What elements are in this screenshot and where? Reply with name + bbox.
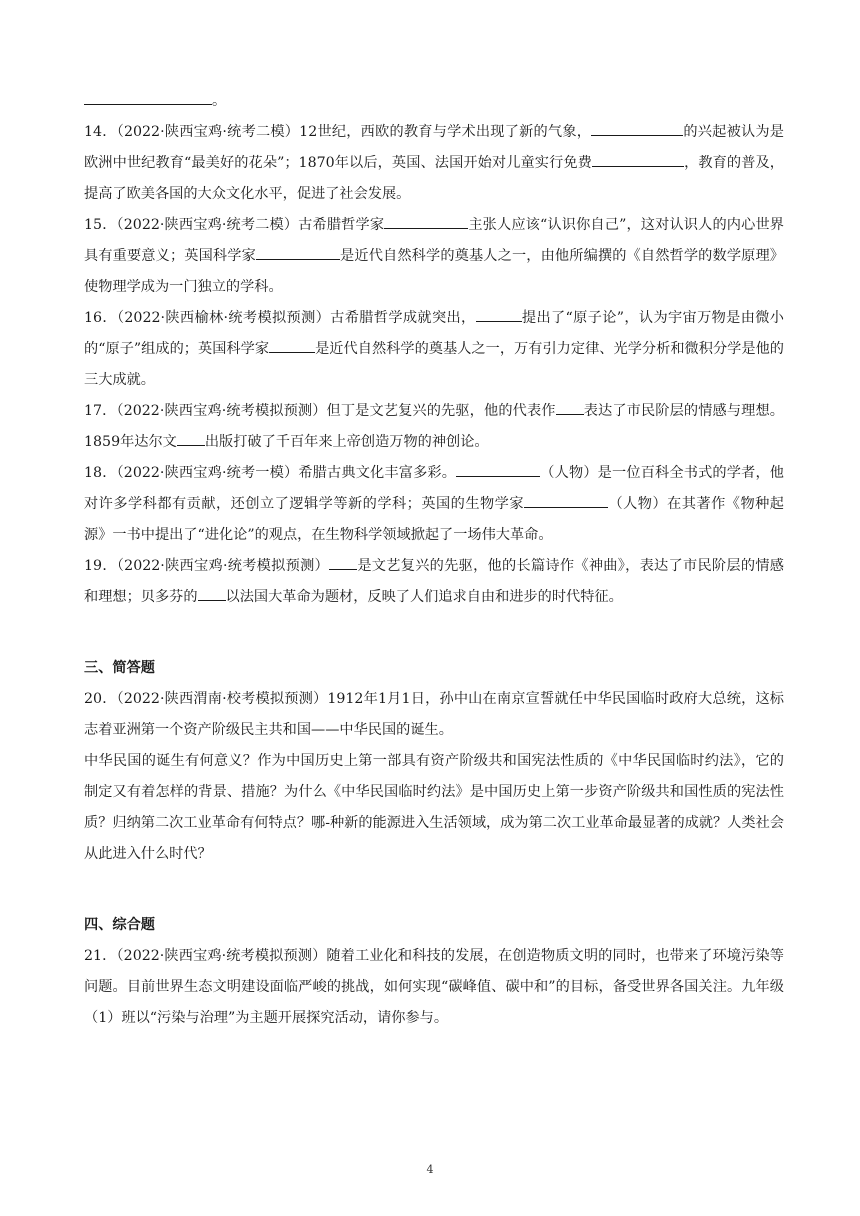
question-14 — [84, 117, 784, 210]
question-13-tail — [84, 86, 784, 117]
q18-text-2: （人物）在其著作《物种起源》一书中提出了“进化论”的观点，在生物科学领域掀起了一场伟大革命。 — [84, 496, 784, 543]
q13-tail-text: 。 — [212, 93, 227, 109]
answer-blank — [329, 553, 357, 570]
q19-prefix: 19．（2022·陕西宝鸡·统考模拟预测） — [84, 558, 330, 574]
q16-text-1: 提出了“原子论”，认为宇宙万物是由微小的“原子”组成的；英国科学家 — [84, 310, 784, 357]
section-gap — [84, 613, 784, 653]
question-17 — [84, 396, 784, 458]
q14-text-2: ，教育的普及，提高了欧美各国的大众文化水平，促进了社会发展。 — [84, 155, 784, 202]
question-19 — [84, 551, 784, 613]
answer-blank — [476, 305, 522, 322]
q15-text-1: 主张人应该“认识你自己”，这对认识人的内心世界具有重要意义；英国科学家 — [84, 217, 784, 264]
q15-prefix: 15．（2022·陕西宝鸡·统考二模）古希腊哲学家 — [84, 217, 385, 233]
q19-text-1: 是文艺复兴的先驱，他的长篇诗作《神曲》，表达了市民阶层的情感和理想；贝多芬的 — [84, 558, 784, 605]
answer-blank — [384, 212, 468, 229]
q17-text-2: 出版打破了千百年来上帝创造万物的神创论。 — [204, 434, 489, 450]
question-21-stem: 21．（2022·陕西宝鸡·统考模拟预测）随着工业化和科技的发展，在创造物质文明的同时，也带来了环境污染等问题。目前世界生态文明建设面临严峻的挑战，如何实现“碳峰值、碳中和”的目标，备受世界各国关注。九年级（1）班以“污染与治理”为主题开展探究活动，请你参与。 — [84, 948, 784, 1026]
answer-blank — [177, 429, 205, 446]
question-18 — [84, 458, 784, 551]
answer-blank — [556, 398, 584, 415]
question-20-stem: 20．（2022·陕西渭南·校考模拟预测）1912年1月1日，孙中山在南京宣誓就任中华民国临时政府大总统，这标志着亚洲第一个资产阶级民主共和国——中华民国的诞生。 — [84, 691, 784, 738]
section-heading-short-answer: 三、简答题 — [84, 660, 155, 676]
page-number: 4 — [426, 1163, 434, 1176]
question-16 — [84, 303, 784, 396]
q17-prefix: 17．（2022·陕西宝鸡·统考模拟预测）但丁是文艺复兴的先驱，他的代表作 — [84, 403, 556, 419]
answer-blank — [591, 119, 683, 136]
q16-prefix: 16．（2022·陕西榆林·统考模拟预测）古希腊哲学成就突出， — [84, 310, 476, 326]
q14-text-1: 的兴起被认为是欧洲中世纪教育“最美好的花朵”；1870年以后，英国、法国开始对儿童实行免费 — [84, 124, 784, 171]
section-heading-comprehensive: 四、综合题 — [84, 917, 155, 933]
answer-blank — [198, 584, 226, 601]
answer-blank — [456, 460, 540, 477]
question-15 — [84, 210, 784, 303]
q16-text-2: 是近代自然科学的奠基人之一，万有引力定律、光学分析和微积分学是他的三大成就。 — [84, 341, 784, 388]
q18-prefix: 18．（2022·陕西宝鸡·统考一模）希腊古典文化丰富多彩。 — [84, 465, 457, 481]
answer-blank — [592, 150, 684, 167]
q18-text-1: （人物）是一位百科全书式的学者，他对许多学科都有贡献，还创立了逻辑学等新的学科；英国的生物学家 — [84, 465, 784, 512]
answer-blank — [524, 491, 608, 508]
q15-text-2: 是近代自然科学的奠基人之一，由他所编撰的《自然哲学的数学原理》使物理学成为一门独立的学科。 — [84, 248, 784, 295]
page-content — [84, 86, 784, 1034]
section-gap — [84, 870, 784, 910]
answer-blank — [269, 336, 315, 353]
q14-prefix: 14．（2022·陕西宝鸡·统考二模）12世纪，西欧的教育与学术出现了新的气象， — [84, 124, 592, 140]
question-20-body: 中华民国的诞生有何意义？作为中国历史上第一部具有资产阶级共和国宪法性质的《中华民国临时约法》，它的制定又有着怎样的背景、措施？为什么《中华民国临时约法》是中国历史上第一步资产阶级共和国性质的宪法性质？归纳第二次工业革命有何特点？哪-种新的能源进入生活领域，成为第二次工业革命最显著的成就？人类社会从此进入什么时代？ — [84, 753, 784, 862]
q19-text-2: 以法国大革命为题材，反映了人们追求自由和进步的时代特征。 — [225, 589, 623, 605]
answer-blank — [84, 88, 212, 105]
answer-blank — [256, 243, 340, 260]
q17-text-1: 表达了市民阶层的情感与理想。1859年达尔文 — [84, 403, 784, 450]
